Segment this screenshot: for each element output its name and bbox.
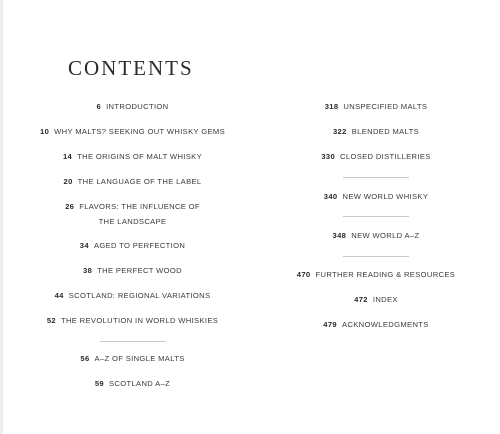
toc-entry-revolution-world-whiskies[interactable]: [20, 313, 245, 328]
section-divider: [100, 341, 166, 342]
toc-entry-flavors-continued[interactable]: [20, 214, 245, 229]
toc-entry-flavors[interactable]: [20, 199, 245, 214]
toc-entry-unspecified-malts[interactable]: [258, 99, 494, 114]
toc-entry-label: THE ORIGINS OF MALT WHISKY: [77, 152, 202, 161]
toc-entry-label: THE PERFECT WOOD: [97, 266, 182, 275]
page-title: CONTENTS: [68, 56, 194, 80]
toc-page-number: 44: [54, 291, 64, 300]
toc-entry-why-malts[interactable]: [20, 124, 245, 139]
toc-entry-aged-to-perfection[interactable]: [20, 238, 245, 253]
toc-entry-index[interactable]: [258, 292, 494, 307]
toc-entry-label: AGED TO PERFECTION: [93, 241, 186, 250]
toc-page-number: 340: [323, 192, 338, 201]
toc-entry-acknowledgments[interactable]: [258, 317, 494, 332]
toc-entry-label: ACKNOWLEDGMENTS: [342, 320, 429, 329]
toc-entry-label: NEW WORLD A–Z: [351, 231, 420, 240]
toc-entry-further-reading[interactable]: [258, 267, 494, 282]
toc-entry-blended-malts[interactable]: [258, 124, 494, 139]
toc-page-number: 330: [321, 152, 336, 161]
toc-entry-scotland-a-z[interactable]: [20, 376, 245, 391]
toc-page-number: 10: [40, 127, 50, 136]
toc-entry-label: THE REVOLUTION IN WORLD WHISKIES: [60, 316, 219, 325]
toc-entry-label-line2: THE LANDSCAPE: [98, 217, 167, 226]
toc-entry-new-world-a-z[interactable]: [258, 228, 494, 243]
toc-page-number: 26: [65, 202, 75, 211]
toc-entry-label: FLAVORS: THE INFLUENCE OF: [79, 202, 200, 211]
toc-entry-label: A–Z OF SINGLE MALTS: [94, 354, 185, 363]
toc-entry-label: INTRODUCTION: [106, 102, 169, 111]
toc-entry-label: FURTHER READING & RESOURCES: [315, 270, 456, 279]
toc-entry-closed-distilleries[interactable]: [258, 149, 494, 164]
toc-entry-label: THE LANGUAGE OF THE LABEL: [77, 177, 202, 186]
toc-page-number: 318: [324, 102, 339, 111]
toc-entry-label: BLENDED MALTS: [351, 127, 420, 136]
toc-page-number: 472: [354, 295, 368, 304]
toc-page-number: 14: [62, 152, 73, 161]
toc-entry-label: UNSPECIFIED MALTS: [343, 102, 428, 111]
toc-entry-label: SCOTLAND A–Z: [108, 379, 171, 388]
toc-entry-perfect-wood[interactable]: [20, 263, 245, 278]
section-divider: [343, 177, 409, 178]
toc-entry-a-z-single-malts[interactable]: [20, 351, 245, 366]
toc-entry-origins[interactable]: [20, 149, 245, 164]
toc-page-number: 470: [296, 270, 311, 279]
toc-entry-new-world-whisky[interactable]: [258, 189, 494, 204]
toc-entry-language-of-label[interactable]: [20, 174, 245, 189]
toc-page-number: 59: [94, 379, 104, 388]
toc-page-number: 52: [46, 316, 56, 325]
toc-page-number: 6: [96, 102, 102, 111]
toc-page-number: 20: [63, 177, 73, 186]
toc-entry-label: INDEX: [372, 295, 398, 304]
toc-page-number: 38: [83, 266, 93, 275]
toc-entry-label: CLOSED DISTILLERIES: [340, 152, 431, 161]
toc-page-number: 479: [323, 320, 338, 329]
section-divider: [343, 216, 409, 217]
toc-entry-label: NEW WORLD WHISKY: [342, 192, 429, 201]
toc-page-number: 56: [80, 354, 90, 363]
toc-page-number: 348: [332, 231, 347, 240]
toc-entry-label: WHY MALTS? SEEKING OUT WHISKY GEMS: [54, 127, 225, 136]
toc-entry-introduction[interactable]: [20, 99, 245, 114]
toc-entry-label: SCOTLAND: REGIONAL VARIATIONS: [68, 291, 211, 300]
toc-entry-scotland-regional[interactable]: [20, 288, 245, 303]
toc-page-number: 322: [332, 127, 347, 136]
toc-page-number: 34: [79, 241, 89, 250]
page-edge: [0, 0, 3, 434]
section-divider: [343, 256, 409, 257]
